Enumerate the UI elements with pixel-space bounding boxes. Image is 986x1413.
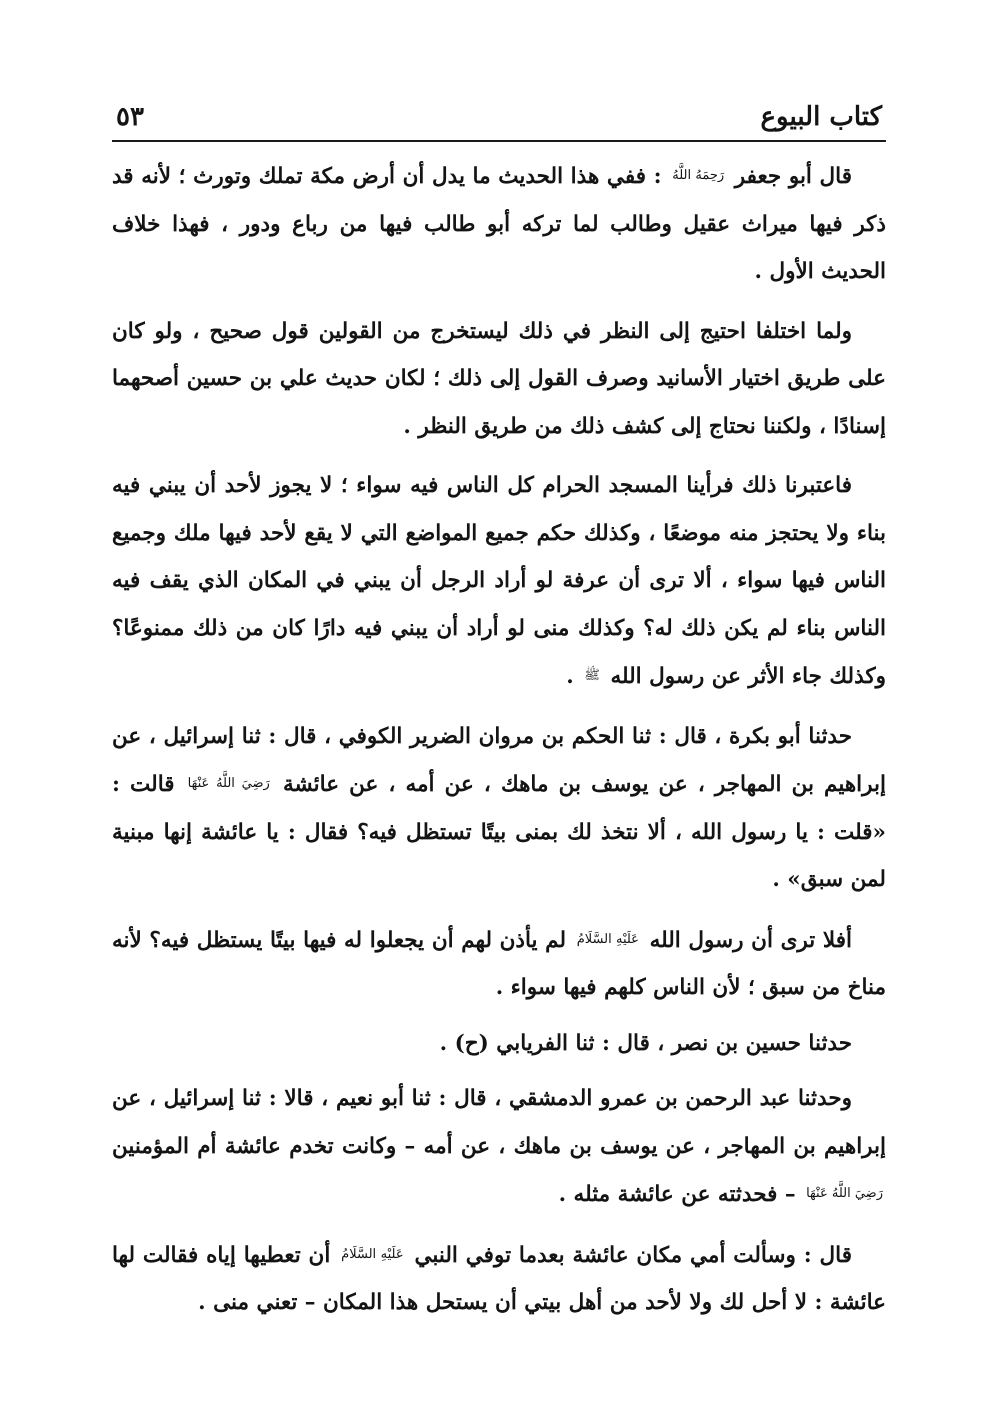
- paragraph-3-text-b: .: [566, 664, 574, 689]
- book-page: [112, 84, 886, 1339]
- paragraph-2-text: ولما اختلفا احتيج إلى النظر في ذلك ليستخرج من القولين قول صحيح ، ولو كان على طريق اختيار الأسانيد وصرف القول إلى ذلك ؛ لكان حديث علي بن حسين أصحهما إسنادًا ، ولكننا نحتاج إلى كشف ذلك من طريق النظر .: [112, 318, 886, 439]
- running-header: [112, 84, 886, 130]
- paragraph-4-text-a: حدثنا أبو بكرة ، قال : ثنا الحكم بن مروان الضرير الكوفي ، قال : ثنا إسرائيل ، عن إبراهيم بن المهاجر ، عن يوسف بن ماهك ، عن أمه ، عن عائشة: [112, 723, 886, 797]
- honorific-mark: عَلَيْهِ السَّلَامُ: [341, 1246, 404, 1262]
- paragraph-3: [112, 462, 886, 701]
- paragraph-1: [112, 152, 886, 296]
- page-number: ٥٣: [116, 102, 144, 132]
- paragraph-8: [112, 1231, 886, 1327]
- book-title: كتاب البيوع: [760, 102, 882, 132]
- paragraph-5: [112, 916, 886, 1012]
- honorific-mark: عَلَيْهِ السَّلَامُ: [576, 931, 639, 947]
- honorific-mark: رَضِيَ اللَّهُ عَنْهَا: [187, 776, 270, 791]
- paragraph-7-text-b: – فحدثته عن عائشة مثله .: [558, 1182, 796, 1207]
- paragraph-5-text-b: لم يأذن لهم أن يجعلوا له فيها بيتًا يستظل فيه؟ لأنه مناخ من سبق ؛ لأن الناس كلهم فيها سواء .: [112, 927, 886, 1000]
- paragraph-1-text-a: قال أبو جعفر: [734, 164, 852, 189]
- body-text: [112, 152, 886, 1327]
- honorific-mark: ﷺ: [584, 668, 600, 683]
- paragraph-8-text-a: قال : وسألت أمي مكان عائشة بعدما توفي النبي: [414, 1242, 852, 1268]
- paragraph-4-text-b: قالت : «قلت : يا رسول الله ، ألا نتخذ لك بمنى بيتًا تستظل فيه؟ فقال : يا عائشة إنها مبنية لمن سبق» .: [112, 772, 886, 892]
- paragraph-6: [112, 1020, 886, 1068]
- paragraph-2: [112, 308, 886, 451]
- honorific-mark: رَحِمَهُ اللَّهُ: [672, 168, 725, 183]
- paragraph-8-text-b: أن تعطيها إياه فقالت لها عائشة : لا أحل لك ولا لأحد من أهل بيتي أن يستحل هذا المكان – تعني منى .: [112, 1242, 886, 1315]
- paragraph-4: [112, 713, 886, 904]
- paragraph-3-text-a: فاعتبرنا ذلك فرأينا المسجد الحرام كل الناس فيه سواء ؛ لا يجوز لأحد أن يبني فيه بناء ولا يحتجز منه موضعًا ، وكذلك حكم جميع المواضع التي لا يقع لأحد فيها ملك وجميع الناس فيها سواء ، ألا ترى أن عرفة لو أراد الرجل أن يبني في المكان الذي يقف فيه الناس بناء لم يكن ذلك له؟ وكذلك منى لو أراد أن يبني فيه دارًا كان من ذلك ممنوعًا؟ وكذلك جاء الأثر عن رسول الله: [112, 473, 886, 689]
- header-rule: [112, 140, 886, 142]
- honorific-mark: رَضِيَ اللَّهُ عَنْهَا: [806, 1186, 883, 1201]
- paragraph-7-text-a: وحدثنا عبد الرحمن بن عمرو الدمشقي ، قال : ثنا أبو نعيم ، قالا : ثنا إسرائيل ، عن إبراهيم بن المهاجر ، عن يوسف بن ماهك ، عن أمه – وكانت تخدم عائشة أم المؤمنين: [112, 1086, 886, 1159]
- paragraph-6-text: حدثنا حسين بن نصر ، قال : ثنا الفريابي (ح) .: [439, 1030, 852, 1056]
- paragraph-1-text-b: : ففي هذا الحديث ما يدل أن أرض مكة تملك وتورث ؛ لأنه قد ذكر فيها ميراث عقيل وطالب لما تركه أبو طالب فيها من رباع ودور ، فهذا خلاف الحديث الأول .: [112, 164, 886, 284]
- paragraph-5-text-a: أفلا ترى أن رسول الله: [649, 927, 852, 953]
- paragraph-7: [112, 1075, 886, 1219]
